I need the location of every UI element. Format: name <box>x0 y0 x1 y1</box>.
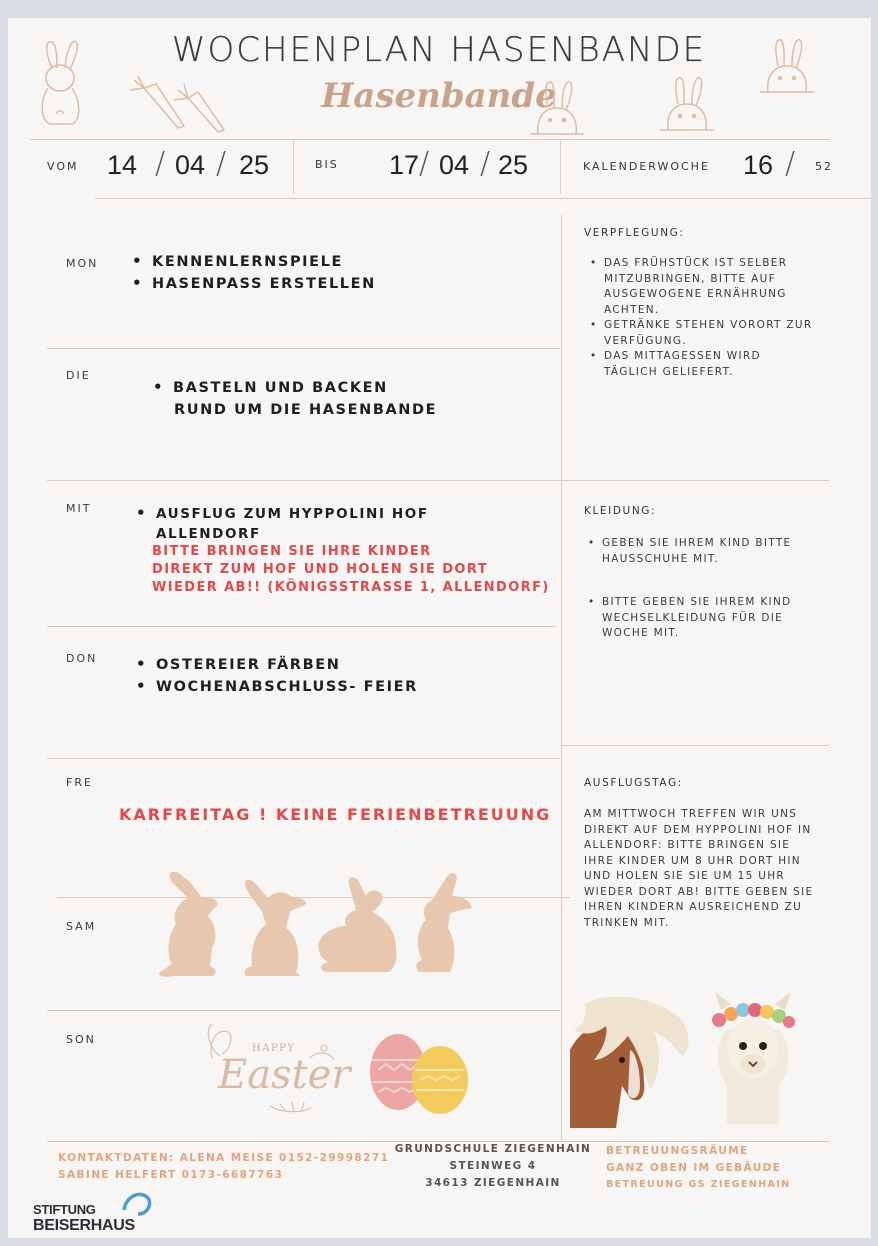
tasks-die <box>153 377 388 399</box>
day-label-don: DON <box>66 652 98 665</box>
task-item-continued: RUND UM DIE HASENBANDE <box>174 402 438 418</box>
date-slash: / <box>155 146 166 181</box>
date-slash: / <box>785 146 796 181</box>
header-rule-top <box>30 139 830 140</box>
vom-month: 04 <box>175 150 206 180</box>
contact-line-1: KONTAKTDATEN: ALENA MEISE 0152-29998271 <box>58 1152 390 1164</box>
date-divider-2 <box>560 139 561 194</box>
side-rule-kleidung <box>562 745 829 746</box>
verpflegung-item: • DAS MITTAGESSEN WIRD TÄGLICH GELIEFERT. <box>586 349 816 380</box>
verpflegung-item: • GETRÄNKE STEHEN VORORT ZUR VERFÜGUNG. <box>586 318 816 349</box>
verpflegung-item: • DAS FRÜHSTÜCK IST SELBER MITZUBRINGEN, BITTE AUF AUSGEWOGENE ERNÄHRUNG ACHTEN. <box>586 256 816 318</box>
bis-year: 25 <box>498 150 529 180</box>
header-rule-bottom <box>95 198 871 199</box>
mit-note-line: WIEDER AB!! (KÖNIGSSTRASSE 1, ALLENDORF) <box>152 580 550 595</box>
kw-value: 16 <box>743 150 774 180</box>
easter-happy-text: HAPPY <box>252 1043 296 1054</box>
tasks-don <box>136 654 418 698</box>
pony-illustration-icon <box>570 990 696 1128</box>
task-item-continued: ALLENDORF <box>156 526 261 542</box>
school-line-1: GRUNDSCHULE ZIEGENHAIN <box>394 1143 592 1155</box>
kleidung-item: • GEBEN SIE IHREM KIND BITTE HAUSSCHUHE MIT. <box>584 536 816 567</box>
row-rule-don <box>47 758 560 759</box>
rooms-line-1: BETREUUNGSRÄUME <box>606 1145 749 1157</box>
rooms-line-2: GANZ OBEN IM GEBÄUDE <box>606 1162 782 1174</box>
bunny-peek-icon-3 <box>756 36 818 98</box>
kleidung-item: • BITTE GEBEN SIE IHREM KIND WECHSELKLEIDUNG FÜR DIE WOCHE MIT. <box>584 595 816 642</box>
kleidung-heading: KLEIDUNG: <box>584 505 657 517</box>
kleidung-list <box>584 536 816 642</box>
kw-total: 52 <box>815 160 833 173</box>
row-rule-mon <box>47 348 560 349</box>
tasks-mon <box>132 251 376 295</box>
task-item: • OSTEREIER FÄRBEN <box>136 654 418 676</box>
bunny-peek-icon <box>526 78 588 138</box>
alpaca-illustration-icon <box>705 990 801 1124</box>
logo-text-1: STIFTUNG <box>33 1202 96 1217</box>
vom-label: VOM <box>47 160 79 173</box>
date-slash: / <box>216 146 227 181</box>
date-divider-1 <box>293 139 294 194</box>
tasks-mit <box>136 503 429 525</box>
verpflegung-heading: VERPFLEGUNG: <box>584 227 685 239</box>
contact-line-2: SABINE HELFERT 0173-6687763 <box>58 1169 284 1181</box>
mit-note-line: DIREKT ZUM HOF UND HOLEN SIE DORT <box>152 562 488 577</box>
school-line-3: 34613 ZIEGENHAIN <box>425 1177 561 1189</box>
bis-month: 04 <box>439 150 470 180</box>
row-rule-mit <box>47 626 556 627</box>
rooms-line-3: BETREUUNG GS ZIEGENHAIN <box>606 1179 791 1190</box>
day-label-fre: FRE <box>66 776 93 789</box>
kw-label: KALENDERWOCHE <box>583 160 710 173</box>
school-line-2: STEINWEG 4 <box>449 1160 537 1172</box>
day-label-mon: MON <box>66 257 99 270</box>
row-rule-sam <box>47 1010 560 1011</box>
bis-day: 17 <box>389 150 420 180</box>
script-title: Hasenbande <box>321 76 557 116</box>
row-rule-die <box>47 480 829 481</box>
task-item: • AUSFLUG ZUM HYPPOLINI HOF <box>136 503 429 525</box>
task-item: • HASENPASS ERSTELLEN <box>132 273 376 295</box>
verpflegung-list <box>586 256 816 380</box>
carrots-icon <box>126 76 234 134</box>
task-item: • BASTELN UND BACKEN <box>153 377 388 399</box>
page-title: WOCHENPLAN HASENBANDE <box>171 30 707 70</box>
fre-note: KARFREITAG ! KEINE FERIENBETREUUNG <box>119 805 552 824</box>
bunny-outline-icon <box>30 36 90 128</box>
day-label-mit: MIT <box>66 502 92 515</box>
task-item: • KENNENLERNSPIELE <box>132 251 376 273</box>
column-divider <box>561 215 562 1140</box>
ausflugstag-text: AM MITTWOCH TREFFEN WIR UNS DIREKT AUF DEM HYPPOLINI HOF IN ALLENDORF: BITTE BRINGEN SIE IHRE KINDER UM 8 UHR DORT HIN UND HOLEN SIE SIE UM 15 UHR WIEDER DORT AB! BITTE GEBEN SIE IHREN KINDERN AUSREICHEND ZU TRINKEN MIT. <box>584 808 814 929</box>
day-label-die: DIE <box>66 369 91 382</box>
date-slash: / <box>419 146 430 181</box>
vom-year: 25 <box>239 150 270 180</box>
vom-day: 14 <box>107 150 138 180</box>
day-label-sam: SAM <box>66 920 97 933</box>
task-item: • WOCHENABSCHLUSS- FEIER <box>136 676 418 698</box>
mit-note-line: BITTE BRINGEN SIE IHRE KINDER <box>152 544 432 559</box>
bunny-peek-icon-2 <box>656 74 718 134</box>
bunny-silhouettes-icon <box>150 868 480 980</box>
day-label-son: SON <box>66 1033 96 1046</box>
easter-word: Easter <box>218 1052 351 1098</box>
logo-text-2: BEISERHAUS <box>33 1217 135 1234</box>
ausflugstag-heading: AUSFLUGSTAG: <box>584 777 683 789</box>
bis-label: BIS <box>315 158 339 171</box>
date-slash: / <box>480 146 491 181</box>
easter-eggs-icon <box>368 1030 474 1116</box>
